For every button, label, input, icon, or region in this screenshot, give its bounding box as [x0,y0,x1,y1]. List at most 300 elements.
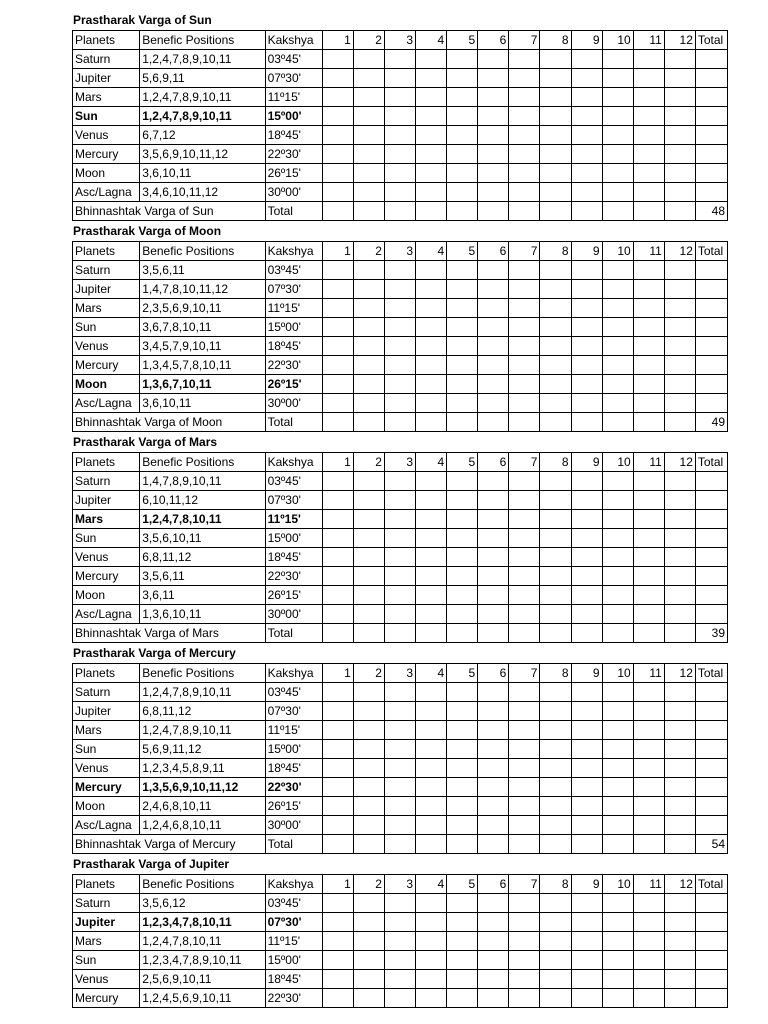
column-header: Total [695,31,727,50]
column-header: 11 [633,664,664,683]
empty-cell [322,356,353,375]
empty-cell [695,491,727,510]
empty-cell [540,605,571,624]
empty-cell [509,510,540,529]
planet-cell: Venus [73,126,140,145]
empty-cell [509,989,540,1008]
empty-cell [384,683,415,702]
empty-cell [353,778,384,797]
planet-cell: Sun [73,318,140,337]
empty-cell [695,970,727,989]
empty-cell [509,797,540,816]
planet-cell: Moon [73,164,140,183]
empty-cell [509,394,540,413]
empty-cell [478,88,509,107]
empty-cell [322,740,353,759]
kakshya-cell: 03º45' [265,894,322,913]
table-row [73,797,728,816]
table-row [73,375,728,394]
column-header: 11 [633,242,664,261]
empty-cell [447,702,478,721]
empty-cell [416,202,447,221]
column-header: 8 [540,31,571,50]
empty-cell [322,337,353,356]
bhinnashtak-label: Bhinnashtak Varga of Mercury [73,835,266,854]
empty-cell [447,413,478,432]
empty-cell [322,778,353,797]
empty-cell [416,894,447,913]
column-header: 11 [633,453,664,472]
empty-cell [447,989,478,1008]
column-header: 3 [384,664,415,683]
empty-cell [353,164,384,183]
empty-cell [322,261,353,280]
empty-cell [384,280,415,299]
empty-cell [478,605,509,624]
empty-cell [447,50,478,69]
empty-cell [633,413,664,432]
empty-cell [633,913,664,932]
empty-cell [353,183,384,202]
empty-cell [353,567,384,586]
empty-cell [602,835,633,854]
empty-cell [695,394,727,413]
empty-cell [353,797,384,816]
benefic-positions-cell: 3,4,5,7,9,10,11 [140,337,265,356]
empty-cell [540,989,571,1008]
empty-cell [571,567,602,586]
empty-cell [447,107,478,126]
empty-cell [633,989,664,1008]
empty-cell [416,624,447,643]
empty-cell [633,778,664,797]
planet-cell: Mercury [73,989,140,1008]
empty-cell [384,375,415,394]
empty-cell [384,835,415,854]
empty-cell [416,126,447,145]
planet-cell: Mars [73,510,140,529]
empty-cell [384,989,415,1008]
table-row [73,894,728,913]
column-header: 5 [447,453,478,472]
empty-cell [540,145,571,164]
empty-cell [322,816,353,835]
empty-cell [322,702,353,721]
empty-cell [602,989,633,1008]
benefic-positions-cell: 5,6,9,11,12 [140,740,265,759]
empty-cell [322,567,353,586]
empty-cell [695,145,727,164]
empty-cell [384,318,415,337]
empty-cell [633,299,664,318]
empty-cell [695,299,727,318]
empty-cell [602,164,633,183]
planet-cell: Moon [73,586,140,605]
column-header: 6 [478,875,509,894]
empty-cell [416,683,447,702]
column-header: 10 [602,875,633,894]
empty-cell [664,126,695,145]
empty-cell [540,510,571,529]
empty-cell [571,126,602,145]
footer-row [73,835,728,854]
empty-cell [633,337,664,356]
empty-cell [602,624,633,643]
empty-cell [384,183,415,202]
table-row [73,759,728,778]
empty-cell [571,261,602,280]
empty-cell [571,107,602,126]
empty-cell [633,394,664,413]
table-row [73,472,728,491]
empty-cell [509,567,540,586]
table-row [73,69,728,88]
empty-cell [416,299,447,318]
empty-cell [571,894,602,913]
empty-cell [447,164,478,183]
empty-cell [540,50,571,69]
empty-cell [322,164,353,183]
empty-cell [602,413,633,432]
empty-cell [571,835,602,854]
empty-cell [633,145,664,164]
table-row [73,567,728,586]
empty-cell [664,69,695,88]
empty-cell [695,88,727,107]
table-row [73,605,728,624]
kakshya-cell: 26º15' [265,586,322,605]
kakshya-cell: 22º30' [265,567,322,586]
empty-cell [416,280,447,299]
benefic-positions-cell: 2,4,6,8,10,11 [140,797,265,816]
empty-cell [571,816,602,835]
empty-cell [571,413,602,432]
empty-cell [478,69,509,88]
empty-cell [416,548,447,567]
empty-cell [509,472,540,491]
benefic-positions-cell: 1,4,7,8,10,11,12 [140,280,265,299]
empty-cell [478,816,509,835]
planet-cell: Mars [73,299,140,318]
table-row [73,586,728,605]
empty-cell [664,472,695,491]
empty-cell [353,759,384,778]
empty-cell [571,970,602,989]
empty-cell [664,816,695,835]
empty-cell [509,894,540,913]
empty-cell [322,318,353,337]
benefic-positions-cell: 1,2,4,7,8,9,10,11 [140,683,265,702]
planet-cell: Saturn [73,472,140,491]
empty-cell [633,69,664,88]
empty-cell [695,932,727,951]
planet-cell: Saturn [73,261,140,280]
empty-cell [633,740,664,759]
empty-cell [353,491,384,510]
empty-cell [322,759,353,778]
empty-cell [695,721,727,740]
column-header: Planets [73,31,140,50]
empty-cell [447,491,478,510]
benefic-positions-cell: 3,5,6,9,10,11,12 [140,145,265,164]
empty-cell [509,299,540,318]
column-header: Kakshya [265,875,322,894]
kakshya-cell: 07º30' [265,913,322,932]
empty-cell [509,778,540,797]
table-row [73,261,728,280]
empty-cell [322,605,353,624]
empty-cell [509,375,540,394]
empty-cell [695,183,727,202]
empty-cell [633,702,664,721]
kakshya-cell: 18º45' [265,970,322,989]
empty-cell [447,835,478,854]
kakshya-cell: 15º00' [265,740,322,759]
empty-cell [322,989,353,1008]
empty-cell [384,932,415,951]
empty-cell [633,721,664,740]
planet-cell: Saturn [73,683,140,702]
empty-cell [353,624,384,643]
empty-cell [384,970,415,989]
empty-cell [695,510,727,529]
empty-cell [447,145,478,164]
planet-cell: Sun [73,107,140,126]
kakshya-cell: 11º15' [265,299,322,318]
empty-cell [447,337,478,356]
empty-cell [353,740,384,759]
empty-cell [384,529,415,548]
empty-cell [664,413,695,432]
empty-cell [322,932,353,951]
column-header: 7 [509,31,540,50]
empty-cell [664,932,695,951]
empty-cell [353,318,384,337]
empty-cell [540,913,571,932]
empty-cell [416,472,447,491]
empty-cell [664,721,695,740]
column-header: 1 [322,31,353,50]
table-row [73,932,728,951]
empty-cell [322,413,353,432]
empty-cell [509,586,540,605]
document [72,10,728,1008]
empty-cell [540,202,571,221]
empty-cell [571,797,602,816]
empty-cell [571,299,602,318]
benefic-positions-cell: 3,6,7,8,10,11 [140,318,265,337]
empty-cell [416,261,447,280]
empty-cell [509,164,540,183]
kakshya-cell: 07º30' [265,702,322,721]
empty-cell [664,88,695,107]
empty-cell [447,202,478,221]
planet-cell: Asc/Lagna [73,605,140,624]
empty-cell [509,759,540,778]
kakshya-cell: 07º30' [265,69,322,88]
empty-cell [664,107,695,126]
empty-cell [322,472,353,491]
empty-cell [384,413,415,432]
column-header: 2 [353,664,384,683]
empty-cell [478,740,509,759]
empty-cell [478,683,509,702]
empty-cell [664,337,695,356]
empty-cell [447,567,478,586]
empty-cell [540,894,571,913]
empty-cell [353,835,384,854]
empty-cell [633,491,664,510]
empty-cell [602,472,633,491]
empty-cell [478,586,509,605]
empty-cell [602,721,633,740]
empty-cell [478,202,509,221]
empty-cell [602,299,633,318]
empty-cell [384,951,415,970]
column-header: 11 [633,31,664,50]
empty-cell [478,797,509,816]
column-header: 12 [664,664,695,683]
planet-cell: Mercury [73,356,140,375]
benefic-positions-cell: 3,4,6,10,11,12 [140,183,265,202]
empty-cell [384,586,415,605]
empty-cell [353,375,384,394]
empty-cell [540,280,571,299]
empty-cell [571,721,602,740]
empty-cell [664,567,695,586]
empty-cell [384,394,415,413]
empty-cell [695,605,727,624]
empty-cell [695,989,727,1008]
empty-cell [478,491,509,510]
empty-cell [540,740,571,759]
empty-cell [509,318,540,337]
empty-cell [478,50,509,69]
benefic-positions-cell: 1,3,6,7,10,11 [140,375,265,394]
empty-cell [540,970,571,989]
column-header: 3 [384,242,415,261]
total-label: Total [265,835,322,854]
empty-cell [633,375,664,394]
empty-cell [695,702,727,721]
kakshya-cell: 30º00' [265,183,322,202]
empty-cell [353,548,384,567]
column-header: 1 [322,875,353,894]
empty-cell [633,624,664,643]
column-header: 7 [509,875,540,894]
empty-cell [571,759,602,778]
empty-cell [478,318,509,337]
table-row [73,740,728,759]
empty-cell [353,510,384,529]
empty-cell [509,683,540,702]
empty-cell [384,510,415,529]
empty-cell [384,88,415,107]
empty-cell [416,107,447,126]
table-row [73,318,728,337]
section-title: Prastharak Varga of Sun [73,13,212,27]
benefic-positions-cell: 1,3,4,5,7,8,10,11 [140,356,265,375]
column-header: 12 [664,875,695,894]
empty-cell [322,375,353,394]
column-header: Benefic Positions [140,31,265,50]
empty-cell [416,567,447,586]
empty-cell [664,375,695,394]
empty-cell [695,472,727,491]
empty-cell [384,299,415,318]
benefic-positions-cell: 1,2,4,6,8,10,11 [140,816,265,835]
empty-cell [447,816,478,835]
empty-cell [540,624,571,643]
empty-cell [602,567,633,586]
empty-cell [478,126,509,145]
empty-cell [602,510,633,529]
empty-cell [509,721,540,740]
empty-cell [633,261,664,280]
empty-cell [602,280,633,299]
empty-cell [695,337,727,356]
empty-cell [322,183,353,202]
benefic-positions-cell: 3,5,6,12 [140,894,265,913]
empty-cell [322,50,353,69]
empty-cell [416,835,447,854]
benefic-positions-cell: 1,3,6,10,11 [140,605,265,624]
empty-cell [447,759,478,778]
empty-cell [664,50,695,69]
empty-cell [353,970,384,989]
empty-cell [540,375,571,394]
empty-cell [447,913,478,932]
benefic-positions-cell: 1,2,4,7,8,9,10,11 [140,107,265,126]
column-header: 10 [602,242,633,261]
total-value: 49 [695,413,727,432]
empty-cell [416,337,447,356]
empty-cell [633,586,664,605]
column-header: Total [695,664,727,683]
planet-cell: Mercury [73,145,140,164]
empty-cell [478,299,509,318]
empty-cell [571,702,602,721]
empty-cell [602,50,633,69]
column-header: 10 [602,664,633,683]
footer-row [73,413,728,432]
empty-cell [384,702,415,721]
empty-cell [322,835,353,854]
empty-cell [416,318,447,337]
empty-cell [478,951,509,970]
empty-cell [695,759,727,778]
empty-cell [447,126,478,145]
empty-cell [353,913,384,932]
empty-cell [664,605,695,624]
empty-cell [416,797,447,816]
empty-cell [540,183,571,202]
empty-cell [540,529,571,548]
empty-cell [695,586,727,605]
planet-cell: Venus [73,337,140,356]
section-title: Prastharak Varga of Moon [73,224,222,238]
table-row [73,548,728,567]
empty-cell [664,299,695,318]
empty-cell [384,624,415,643]
empty-cell [633,280,664,299]
total-value: 48 [695,202,727,221]
column-header: 6 [478,242,509,261]
kakshya-cell: 11º15' [265,932,322,951]
empty-cell [602,759,633,778]
empty-cell [478,989,509,1008]
empty-cell [540,778,571,797]
